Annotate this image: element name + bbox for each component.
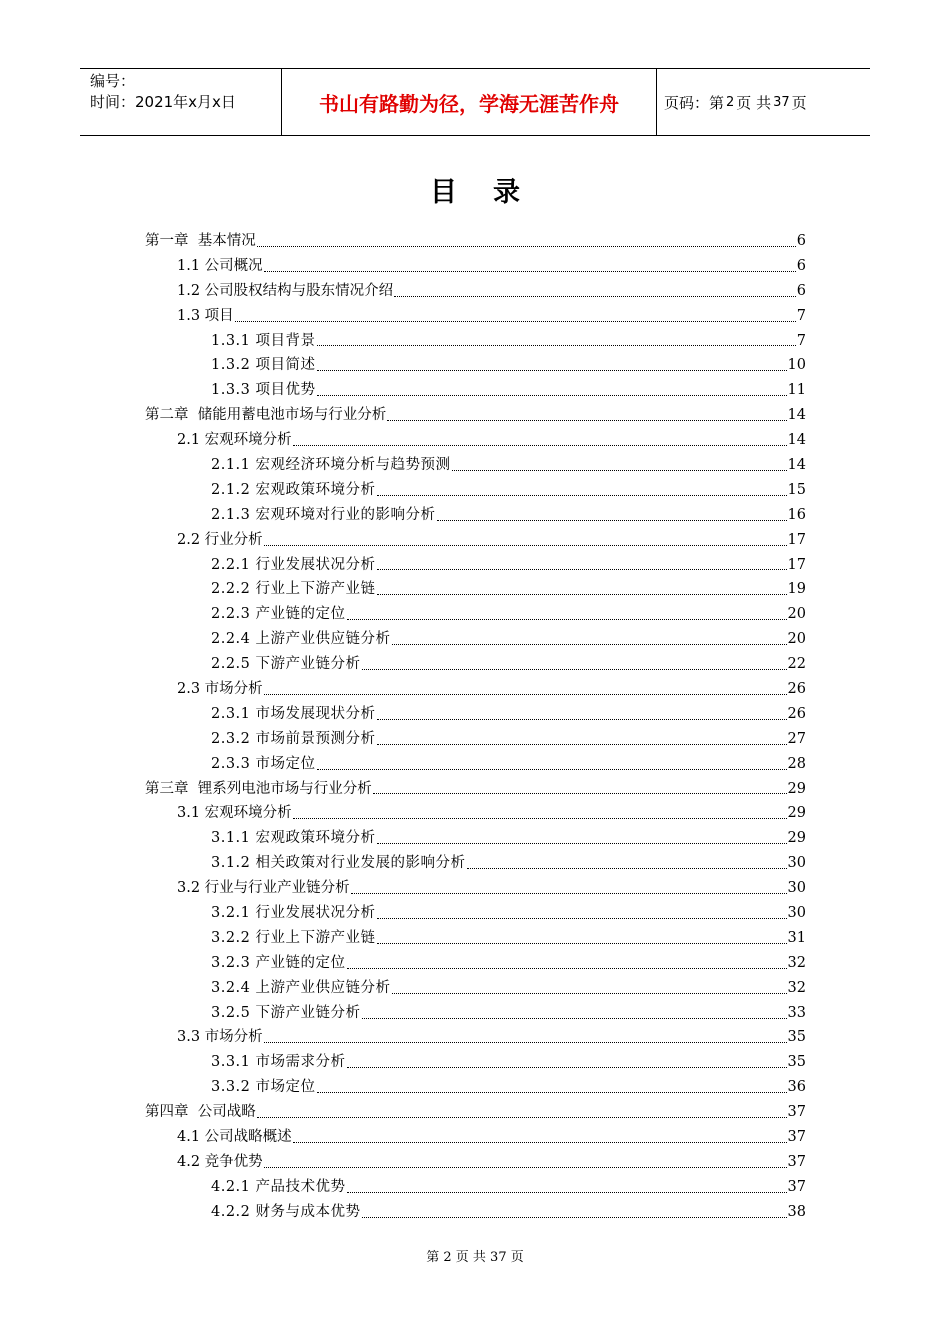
toc-entry-label: 1.1 公司概况 [177, 257, 263, 274]
toc-leader-dots [293, 445, 787, 446]
toc-entry[interactable] [145, 876, 806, 901]
toc-entry[interactable] [145, 503, 806, 528]
toc-leader-dots [377, 843, 787, 844]
header-meta [90, 71, 280, 113]
toc-entry-label: 第四章 公司战略 [145, 1104, 256, 1121]
toc-leader-dots [377, 594, 787, 595]
toc-entry-label: 第二章 储能用蓄电池市场与行业分析 [145, 407, 387, 424]
page-suffix: 页 [791, 93, 807, 112]
toc-leader-dots [257, 1117, 787, 1118]
toc-entry-label: 4.2.1 产品技术优势 [211, 1178, 346, 1195]
toc-leader-dots [394, 296, 796, 297]
header-page-info [664, 69, 807, 135]
header-motto: 书山有路勤为径，学海无涯苦作舟 [281, 69, 657, 135]
toc-entry-page: 20 [787, 631, 806, 648]
toc-entry-label: 2.2.3 产业链的定位 [211, 606, 346, 623]
toc-entry[interactable] [145, 652, 806, 677]
toc-entry[interactable] [145, 677, 806, 702]
toc-entry-label: 2.1.1 宏观经济环境分析与趋势预测 [211, 457, 451, 473]
document-number-label: 编号： [90, 72, 136, 90]
toc-leader-dots [347, 1067, 787, 1068]
toc-entry-page: 11 [787, 382, 806, 399]
table-of-contents [145, 229, 806, 1225]
toc-entry-page: 17 [787, 531, 806, 548]
toc-entry-label: 4.2 竞争优势 [177, 1153, 263, 1170]
toc-leader-dots [362, 669, 787, 670]
page-prefix: 页码：第 [664, 93, 725, 112]
toc-leader-dots [317, 769, 787, 770]
toc-entry[interactable] [145, 951, 806, 976]
toc-entry[interactable] [145, 577, 806, 602]
toc-entry-label: 1.3.3 项目优势 [211, 382, 316, 399]
toc-leader-dots [264, 271, 796, 272]
toc-leader-dots [362, 1217, 787, 1218]
toc-entry[interactable] [145, 528, 806, 553]
toc-entry-label: 3.1.1 宏观政策环境分析 [211, 830, 376, 847]
toc-entry[interactable] [145, 826, 806, 851]
toc-leader-dots [392, 993, 787, 994]
toc-entry-page: 37 [787, 1153, 806, 1170]
toc-entry-page: 30 [787, 880, 806, 897]
toc-entry-label: 4.1 公司战略概述 [177, 1129, 292, 1146]
toc-entry-label: 2.2.4 上游产业供应链分析 [211, 631, 391, 648]
toc-leader-dots [293, 818, 787, 819]
page-mid: 页 共 [736, 93, 772, 112]
toc-entry-page: 33 [787, 1004, 806, 1021]
toc-entry[interactable] [145, 254, 806, 279]
toc-entry-label: 3.2.3 产业链的定位 [211, 954, 346, 971]
toc-leader-dots [257, 246, 796, 247]
toc-entry-page: 15 [787, 481, 806, 498]
toc-entry-page: 35 [787, 1054, 806, 1071]
toc-entry-page: 30 [787, 905, 806, 922]
page-header [80, 68, 870, 136]
toc-entry[interactable] [145, 627, 806, 652]
toc-entry-label: 3.3.1 市场需求分析 [211, 1054, 346, 1071]
toc-leader-dots [293, 1142, 787, 1143]
toc-entry-label: 2.3.1 市场发展现状分析 [211, 705, 376, 722]
toc-entry-label: 3.2.4 上游产业供应链分析 [211, 979, 391, 996]
toc-entry-label: 第一章 基本情况 [145, 232, 256, 249]
toc-leader-dots [377, 569, 787, 570]
toc-entry-page: 38 [787, 1203, 806, 1220]
toc-entry-page: 6 [796, 257, 806, 274]
toc-leader-dots [362, 1018, 787, 1019]
toc-entry-label: 2.1.3 宏观环境对行业的影响分析 [211, 506, 436, 523]
toc-entry[interactable] [145, 279, 806, 304]
toc-entry-page: 16 [787, 506, 806, 523]
toc-entry[interactable] [145, 801, 806, 826]
toc-entry[interactable] [145, 702, 806, 727]
toc-leader-dots [264, 694, 787, 695]
toc-entry-label: 1.2 公司股权结构与股东情况介绍 [177, 282, 394, 299]
toc-leader-dots [317, 345, 796, 346]
toc-entry-label: 2.3 市场分析 [177, 681, 263, 698]
toc-entry[interactable] [145, 229, 806, 254]
toc-entry-page: 37 [787, 1178, 806, 1195]
toc-entry[interactable] [145, 752, 806, 777]
toc-leader-dots [387, 420, 786, 421]
toc-entry-label: 2.2.1 行业发展状况分析 [211, 556, 376, 573]
toc-entry[interactable] [145, 353, 806, 378]
toc-leader-dots [377, 744, 787, 745]
toc-entry-label: 3.2.2 行业上下游产业链 [211, 929, 376, 946]
toc-entry-page: 31 [787, 929, 806, 946]
toc-entry-label: 3.3 市场分析 [177, 1029, 263, 1046]
toc-entry-page: 27 [787, 730, 806, 747]
toc-entry[interactable] [145, 329, 806, 354]
toc-entry[interactable] [145, 553, 806, 578]
toc-entry-page: 14 [787, 457, 806, 473]
toc-leader-dots [317, 370, 787, 371]
toc-entry[interactable] [145, 428, 806, 453]
toc-entry[interactable] [145, 602, 806, 627]
toc-entry-label: 3.2.1 行业发展状况分析 [211, 905, 376, 922]
toc-leader-dots [317, 1092, 787, 1093]
toc-entry-page: 37 [787, 1104, 806, 1121]
toc-entry-page: 14 [787, 407, 806, 424]
toc-entry[interactable] [145, 453, 806, 478]
page-total: 37 [773, 94, 790, 110]
toc-entry-page: 22 [787, 656, 806, 673]
toc-entry[interactable] [145, 976, 806, 1001]
toc-entry-page: 26 [787, 705, 806, 722]
toc-entry-label: 1.3 项目 [177, 307, 234, 324]
toc-entry-page: 35 [787, 1029, 806, 1046]
toc-entry-page: 14 [787, 432, 806, 449]
toc-entry-page: 30 [787, 855, 806, 872]
page-title: 目录 [430, 177, 556, 208]
toc-entry-label: 1.3.2 项目简述 [211, 357, 316, 374]
toc-leader-dots [452, 470, 787, 471]
toc-entry[interactable] [145, 1175, 806, 1200]
toc-leader-dots [377, 719, 787, 720]
toc-leader-dots [437, 520, 787, 521]
toc-entry-label: 2.1 宏观环境分析 [177, 432, 292, 449]
toc-entry-page: 32 [787, 954, 806, 971]
toc-entry-page: 10 [787, 357, 806, 374]
toc-entry-label: 2.3.2 市场前景预测分析 [211, 730, 376, 747]
toc-entry[interactable] [145, 1200, 806, 1225]
toc-leader-dots [347, 1192, 787, 1193]
toc-entry-page: 20 [787, 606, 806, 623]
toc-leader-dots [317, 395, 787, 396]
toc-entry-page: 7 [796, 307, 806, 324]
toc-entry-page: 29 [787, 805, 806, 822]
toc-entry[interactable] [145, 478, 806, 503]
toc-entry-label: 3.2 行业与行业产业链分析 [177, 880, 350, 897]
toc-leader-dots [377, 495, 787, 496]
toc-entry-page: 32 [787, 979, 806, 996]
toc-entry-page: 26 [787, 681, 806, 698]
toc-entry[interactable] [145, 727, 806, 752]
toc-entry-label: 3.1.2 相关政策对行业发展的影响分析 [211, 855, 466, 872]
document-date: 时间：2021年x月x日 [90, 93, 236, 111]
toc-leader-dots [264, 545, 787, 546]
toc-entry-label: 2.1.2 宏观政策环境分析 [211, 481, 376, 498]
toc-entry-page: 29 [787, 830, 806, 847]
page-footer: 第 2 页 共 37 页 [426, 1250, 524, 1265]
toc-entry[interactable] [145, 1026, 806, 1051]
toc-entry-page: 6 [796, 282, 806, 299]
toc-entry[interactable] [145, 901, 806, 926]
toc-leader-dots [373, 793, 787, 794]
toc-entry-page: 7 [796, 332, 806, 349]
toc-entry[interactable] [145, 1001, 806, 1026]
toc-entry[interactable] [145, 403, 806, 428]
toc-entry[interactable] [145, 851, 806, 876]
toc-leader-dots [351, 893, 787, 894]
toc-entry-label: 1.3.1 项目背景 [211, 332, 316, 349]
page-current: 2 [726, 94, 735, 110]
toc-leader-dots [467, 868, 787, 869]
toc-entry-page: 37 [787, 1129, 806, 1146]
toc-entry[interactable] [145, 1050, 806, 1075]
toc-entry[interactable] [145, 1150, 806, 1175]
toc-entry[interactable] [145, 378, 806, 403]
toc-leader-dots [347, 619, 787, 620]
toc-leader-dots [377, 918, 787, 919]
toc-leader-dots [347, 968, 787, 969]
toc-entry[interactable] [145, 1100, 806, 1125]
toc-entry-label: 3.1 宏观环境分析 [177, 805, 292, 822]
toc-leader-dots [264, 1042, 787, 1043]
toc-entry-label: 2.2.2 行业上下游产业链 [211, 581, 376, 598]
toc-entry-label: 4.2.2 财务与成本优势 [211, 1203, 361, 1220]
toc-entry-page: 36 [787, 1079, 806, 1096]
toc-leader-dots [235, 321, 796, 322]
toc-entry-label: 3.2.5 下游产业链分析 [211, 1004, 361, 1021]
toc-entry-page: 19 [787, 581, 806, 598]
toc-entry-page: 28 [787, 755, 806, 772]
toc-entry[interactable] [145, 304, 806, 329]
toc-entry-label: 2.2 行业分析 [177, 531, 263, 548]
toc-entry-page: 6 [796, 232, 806, 249]
toc-entry[interactable] [145, 1075, 806, 1100]
toc-entry-label: 第三章 锂系列电池市场与行业分析 [145, 780, 372, 797]
toc-leader-dots [377, 943, 787, 944]
toc-entry-label: 2.3.3 市场定位 [211, 755, 316, 772]
toc-leader-dots [392, 644, 787, 645]
toc-entry[interactable] [145, 777, 806, 802]
toc-leader-dots [264, 1167, 787, 1168]
toc-entry[interactable] [145, 1125, 806, 1150]
toc-entry-label: 2.2.5 下游产业链分析 [211, 656, 361, 673]
toc-entry-page: 29 [787, 780, 806, 797]
toc-entry-label: 3.3.2 市场定位 [211, 1079, 316, 1096]
toc-entry-page: 17 [787, 556, 806, 573]
toc-entry[interactable] [145, 926, 806, 951]
